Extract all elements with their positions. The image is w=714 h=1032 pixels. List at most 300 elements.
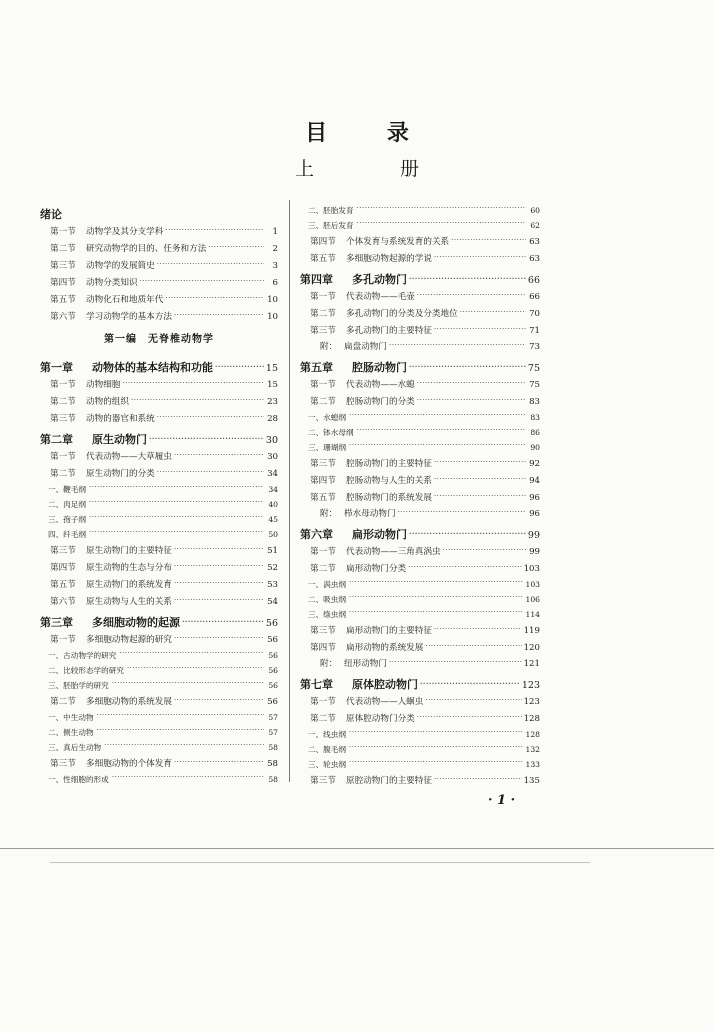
dot-leader (420, 680, 520, 688)
entry-number: 第二节 (310, 397, 336, 408)
entry-title: 纽形动物门 (344, 659, 387, 670)
entry-title: 四、纤毛纲 (48, 530, 86, 540)
dot-leader (89, 499, 264, 507)
dot-leader (182, 618, 264, 626)
dot-leader (112, 680, 264, 688)
part-heading: 第一编 无脊椎动物学 (104, 333, 214, 345)
entry-number: 第三节 (310, 326, 336, 337)
entry-title: 动物体的基本结构和功能 (92, 361, 213, 374)
page-ref: 128 (523, 714, 540, 725)
page-ref: 10 (267, 295, 278, 306)
entry-title: 原体腔动物门分类 (346, 714, 415, 725)
entry-title: 动物的组织 (86, 397, 129, 408)
entry-title: 二、腹毛纲 (308, 745, 346, 755)
column-divider (289, 200, 290, 782)
page-ref: 119 (523, 626, 540, 637)
dot-leader (434, 254, 526, 262)
volume-label: 上 册 (294, 158, 460, 180)
entry-title: 一、线虫纲 (308, 730, 346, 740)
dot-leader (215, 363, 264, 371)
page-ref: 56 (268, 651, 278, 661)
toc-appendix-entry[interactable] (300, 653, 540, 669)
toc-section-entry[interactable] (40, 390, 278, 407)
toc-sub-entry[interactable] (300, 604, 540, 619)
toc-sub-entry[interactable] (40, 675, 278, 690)
page-ref: 71 (529, 326, 540, 337)
entry-number: 第七章 (300, 678, 333, 691)
toc-section-entry[interactable] (40, 556, 278, 573)
entry-title: 一、中生动物 (48, 713, 94, 723)
page-ref: 66 (527, 274, 540, 286)
toc-chapter-entry[interactable] (40, 424, 278, 445)
dot-leader (97, 727, 264, 735)
toc-section-entry[interactable] (40, 590, 278, 607)
dot-leader (349, 442, 526, 450)
dot-leader (425, 643, 521, 651)
dot-leader (174, 563, 264, 571)
toc-chapter-entry[interactable] (300, 264, 540, 285)
dot-leader (349, 759, 524, 767)
entry-title: 二、吸虫纲 (308, 595, 346, 605)
page-ref: 52 (267, 563, 278, 574)
entry-number: 第三节 (50, 414, 76, 425)
entry-title: 动物的器官和系统 (86, 414, 155, 425)
entry-title: 多孔动物门的分类及分类地位 (346, 309, 458, 320)
page-ref: 2 (272, 244, 278, 255)
toc-section-entry[interactable] (300, 540, 540, 557)
toc-chapter-entry[interactable] (300, 519, 540, 540)
page-ref: 56 (268, 666, 278, 676)
dot-leader (119, 650, 264, 658)
dot-leader (97, 712, 264, 720)
page-ref: 135 (523, 776, 540, 787)
page-ref: 54 (267, 597, 278, 608)
dot-leader (357, 205, 526, 213)
toc-sub-entry[interactable] (40, 524, 278, 539)
page-ref: 62 (530, 221, 540, 231)
entry-number: 第三章 (40, 616, 73, 629)
toc-sub-entry[interactable] (40, 722, 278, 737)
dot-leader (89, 484, 264, 492)
toc-section-entry[interactable] (300, 619, 540, 636)
entry-title: 栉水母动物门 (344, 509, 396, 520)
toc-section-entry[interactable] (300, 469, 540, 486)
dot-leader (165, 295, 264, 303)
entry-title: 学习动物学的基本方法 (86, 312, 172, 323)
entry-number: 第二节 (310, 564, 336, 575)
entry-number: 第五节 (310, 254, 336, 265)
entry-number: 第一节 (310, 547, 336, 558)
page-ref: 60 (530, 206, 540, 216)
page-ref: 57 (268, 728, 278, 738)
dot-leader (174, 580, 264, 588)
toc-left-column (40, 200, 278, 784)
page-ref: 128 (525, 730, 540, 740)
dot-leader (174, 452, 264, 460)
entry-number: 第三节 (50, 261, 76, 272)
entry-title: 三、珊瑚纲 (308, 443, 346, 453)
toc-section-entry[interactable] (300, 769, 540, 786)
page-ref: 34 (268, 485, 278, 495)
dot-leader (434, 493, 526, 501)
page-ref: 15 (265, 362, 278, 374)
dot-leader (409, 275, 526, 283)
page-ref: 83 (529, 397, 540, 408)
dot-leader (157, 469, 264, 477)
dot-leader (460, 309, 526, 317)
entry-number: 第五节 (50, 580, 76, 591)
toc-section-entry[interactable] (300, 285, 540, 302)
dot-leader (349, 579, 524, 587)
entry-title: 一、水螅纲 (308, 413, 346, 423)
dot-leader (409, 530, 526, 538)
toc-section-entry[interactable] (300, 302, 540, 319)
dot-leader (349, 609, 524, 617)
page-ref: 90 (530, 443, 540, 453)
toc-section-entry[interactable] (300, 690, 540, 707)
page-ref: 40 (268, 500, 278, 510)
page-ref: 114 (525, 610, 540, 620)
page-title: 目 录 (305, 120, 435, 146)
entry-number: 第二节 (50, 469, 76, 480)
entry-title: 动物学及其分支学科 (86, 227, 164, 238)
page-ref: 103 (525, 580, 540, 590)
toc-sub-entry[interactable] (300, 215, 540, 230)
entry-title: 三、轮虫纲 (308, 760, 346, 770)
toc-sub-entry[interactable] (40, 660, 278, 675)
toc-section-entry[interactable] (40, 539, 278, 556)
dot-leader (89, 529, 264, 537)
page-ref: 23 (267, 397, 278, 408)
dot-leader (417, 380, 526, 388)
entry-title: 三、胚后发育 (308, 221, 354, 231)
dot-leader (434, 326, 526, 334)
entry-number: 第一节 (50, 635, 76, 646)
page-ref: 106 (525, 595, 540, 605)
page-ref: 96 (529, 509, 540, 520)
toc-appendix-entry[interactable] (300, 336, 540, 352)
toc-sub-entry[interactable] (300, 422, 540, 437)
toc-chapter-entry[interactable] (40, 352, 278, 373)
entry-number: 第一节 (310, 697, 336, 708)
page-ref: 75 (527, 362, 540, 374)
entry-number: 第三节 (310, 626, 336, 637)
page-ref: 63 (529, 237, 540, 248)
dot-leader (434, 476, 526, 484)
entry-number: 第四节 (310, 643, 336, 654)
dot-leader (349, 594, 524, 602)
entry-title: 二、侧生动物 (48, 728, 94, 738)
dot-leader (425, 697, 521, 705)
dot-leader (389, 659, 522, 667)
entry-title: 三、真后生动物 (48, 743, 102, 753)
page-ref: 66 (529, 292, 540, 303)
entry-number: 附： (320, 342, 338, 353)
page-ref: 6 (272, 278, 278, 289)
toc-section-entry[interactable] (40, 237, 278, 254)
toc-chapter-entry[interactable] (300, 352, 540, 373)
page-ref: 15 (267, 380, 278, 391)
dot-leader (122, 380, 264, 388)
toc-section-entry[interactable] (300, 557, 540, 574)
entry-title: 多细胞动物的系统发展 (86, 697, 172, 708)
entry-title: 代表动物——人蛔虫 (346, 697, 424, 708)
entry-number: 第四节 (50, 563, 76, 574)
entry-title: 扁形动物门分类 (346, 564, 407, 575)
entry-title: 腔肠动物门的系统发展 (346, 493, 432, 504)
page-ref: 123 (521, 679, 540, 691)
entry-title: 原生动物的生态与分布 (86, 563, 172, 574)
toc-section-entry[interactable] (300, 319, 540, 336)
toc-sub-entry[interactable] (300, 437, 540, 452)
entry-title: 二、比较形态学的研究 (48, 666, 124, 676)
page-ref: 57 (268, 713, 278, 723)
toc-sub-entry[interactable] (300, 574, 540, 589)
entry-title: 动物学的发展简史 (86, 261, 155, 272)
toc-section-entry[interactable] (300, 373, 540, 390)
entry-number: 第二节 (310, 309, 336, 320)
dot-leader (417, 397, 526, 405)
bottom-rule (0, 848, 714, 849)
page-ref: 30 (267, 452, 278, 463)
dot-leader (417, 292, 526, 300)
toc-section-entry[interactable] (40, 462, 278, 479)
dot-leader (174, 312, 264, 320)
entry-number: 第六章 (300, 528, 333, 541)
bottom-rule-faint (50, 862, 590, 863)
page-ref: 56 (268, 681, 278, 691)
toc-section-entry[interactable] (40, 690, 278, 707)
entry-number: 第四节 (310, 476, 336, 487)
toc-sub-entry[interactable] (40, 645, 278, 660)
entry-number: 第一章 (40, 361, 73, 374)
toc-sub-entry[interactable] (300, 407, 540, 422)
dot-leader (357, 220, 526, 228)
dot-leader (349, 412, 526, 420)
toc-sub-entry[interactable] (300, 589, 540, 604)
entry-title: 多细胞动物的个体发育 (86, 759, 172, 770)
page-ref: 45 (268, 515, 278, 525)
dot-leader (165, 227, 264, 235)
entry-number: 第五节 (50, 295, 76, 306)
page-ref: 96 (529, 493, 540, 504)
entry-number: 第六节 (50, 312, 76, 323)
entry-title: 原生动物门的主要特征 (86, 546, 172, 557)
toc-section-entry[interactable] (40, 752, 278, 769)
toc-chapter-entry[interactable] (300, 669, 540, 690)
dot-leader (104, 742, 264, 750)
entry-title: 一、性细胞的形成 (48, 775, 109, 785)
entry-title: 腔肠动物门的分类 (346, 397, 415, 408)
toc-appendix-entry[interactable] (300, 503, 540, 519)
entry-number: 附： (320, 509, 338, 520)
dot-leader (451, 237, 526, 245)
dot-leader (131, 397, 264, 405)
page-ref: 53 (267, 580, 278, 591)
dot-leader (408, 564, 521, 572)
dot-leader (417, 714, 522, 722)
page-ref: 123 (523, 697, 540, 708)
dot-leader (434, 626, 522, 634)
entry-title: 动物分类知识 (86, 278, 138, 289)
page-ref: 56 (267, 635, 278, 646)
dot-leader (357, 427, 526, 435)
toc-section-entry[interactable] (300, 247, 540, 264)
toc-sub-entry[interactable] (300, 754, 540, 769)
entry-title: 原体腔动物门 (352, 678, 418, 691)
page-ref: 28 (267, 414, 278, 425)
page-ref: 103 (523, 564, 540, 575)
entry-title: 三、绦虫纲 (308, 610, 346, 620)
toc-section-entry[interactable] (40, 373, 278, 390)
entry-title: 扁形动物的系统发展 (346, 643, 424, 654)
entry-title: 三、孢子纲 (48, 515, 86, 525)
dot-leader (443, 547, 526, 555)
toc-section-entry[interactable] (40, 288, 278, 305)
page-ref: 92 (529, 459, 540, 470)
entry-title: 扁盘动物门 (344, 342, 387, 353)
entry-number: 附： (320, 659, 338, 670)
entry-number: 第六节 (50, 597, 76, 608)
page-ref: 58 (268, 775, 278, 785)
entry-number: 第一节 (310, 380, 336, 391)
dot-leader (434, 459, 526, 467)
entry-title: 扁形动物门 (352, 528, 407, 541)
toc-section-entry[interactable] (300, 486, 540, 503)
entry-title: 代表动物——三角真涡虫 (346, 547, 441, 558)
toc-section-entry[interactable] (40, 254, 278, 271)
page-ref: 10 (267, 312, 278, 323)
toc-sub-entry[interactable] (40, 494, 278, 509)
dot-leader (174, 635, 264, 643)
toc-sub-entry[interactable] (300, 739, 540, 754)
entry-number: 第三节 (310, 459, 336, 470)
dot-leader (409, 363, 526, 371)
entry-title: 代表动物——毛壶 (346, 292, 415, 303)
toc-section-entry[interactable] (40, 271, 278, 288)
entry-number: 第三节 (50, 759, 76, 770)
page-ref: 51 (267, 546, 278, 557)
entry-number: 第三节 (50, 546, 76, 557)
dot-leader (157, 414, 264, 422)
page-ref: 58 (267, 759, 278, 770)
entry-title: 扁形动物门的主要特征 (346, 626, 432, 637)
toc-section-entry[interactable] (40, 305, 278, 322)
page-ref: 30 (265, 434, 278, 446)
entry-title: 原生动物门的系统发育 (86, 580, 172, 591)
entry-title: 原生动物门 (92, 433, 147, 446)
toc-sub-entry[interactable] (40, 769, 278, 784)
page-ref: 86 (530, 428, 540, 438)
entry-title: 一、涡虫纲 (308, 580, 346, 590)
toc-section-entry[interactable] (40, 628, 278, 645)
entry-title: 一、古动物学的研究 (48, 651, 117, 661)
toc-sub-entry[interactable] (300, 724, 540, 739)
toc-section-entry[interactable] (300, 452, 540, 469)
entry-number: 第三节 (310, 776, 336, 787)
toc-section-entry[interactable] (300, 636, 540, 653)
entry-number: 第四节 (50, 278, 76, 289)
dot-leader (157, 261, 264, 269)
entry-title: 原腔动物门的主要特征 (346, 776, 432, 787)
entry-title: 研究动物学的目的、任务和方法 (86, 244, 207, 255)
dot-leader (349, 744, 524, 752)
toc-chapter-entry[interactable] (40, 607, 278, 628)
toc-sub-entry[interactable] (300, 200, 540, 215)
toc-sub-entry[interactable] (40, 737, 278, 752)
page-ref: 56 (267, 697, 278, 708)
dot-leader (389, 342, 526, 350)
toc-sub-entry[interactable] (40, 479, 278, 494)
page-number: · 1 · (488, 793, 516, 808)
dot-leader (89, 514, 264, 522)
toc-section-entry[interactable] (300, 707, 540, 724)
entry-title: 动物细胞 (86, 380, 121, 391)
entry-number: 第二节 (50, 244, 76, 255)
entry-number: 第一节 (50, 380, 76, 391)
toc-section-entry[interactable] (40, 220, 278, 237)
dot-leader (349, 729, 524, 737)
entry-title: 多孔动物门 (352, 273, 407, 286)
dot-leader (398, 509, 526, 517)
dot-leader (434, 776, 522, 784)
toc-sub-entry[interactable] (40, 509, 278, 524)
entry-title: 一、鞭毛纲 (48, 485, 86, 495)
entry-title: 代表动物——大草履虫 (86, 452, 172, 463)
page-ref: 75 (529, 380, 540, 391)
page-ref: 34 (267, 469, 278, 480)
entry-number: 第一节 (50, 452, 76, 463)
page-ref: 83 (530, 413, 540, 423)
page-ref: 133 (525, 760, 540, 770)
toc-intro-entry[interactable] (40, 200, 278, 220)
toc-sub-entry[interactable] (40, 707, 278, 722)
page-ref: 1 (272, 227, 278, 238)
entry-title: 个体发育与系统发育的关系 (346, 237, 450, 248)
page-ref: 50 (268, 530, 278, 540)
toc-section-entry[interactable] (40, 407, 278, 424)
entry-title: 多孔动物门的主要特征 (346, 326, 432, 337)
dot-leader (174, 597, 264, 605)
entry-title: 二、胚胎发育 (308, 206, 354, 216)
entry-title: 原生动物与人生的关系 (86, 597, 172, 608)
page-ref: 94 (529, 476, 540, 487)
dot-leader (127, 665, 264, 673)
entry-title: 三、胚胎学的研究 (48, 681, 109, 691)
dot-leader (174, 697, 264, 705)
page-ref: 63 (529, 254, 540, 265)
entry-number: 第五节 (310, 493, 336, 504)
entry-title: 腔肠动物门的主要特征 (346, 459, 432, 470)
toc-section-entry[interactable] (40, 445, 278, 462)
entry-title: 腔肠动物门 (352, 361, 407, 374)
dot-leader (174, 759, 264, 767)
toc-section-entry[interactable] (300, 390, 540, 407)
entry-number: 第一节 (310, 292, 336, 303)
entry-title: 腔肠动物与人生的关系 (346, 476, 432, 487)
page-ref: 56 (265, 617, 278, 629)
dot-leader (208, 244, 264, 252)
toc-section-entry[interactable] (300, 230, 540, 247)
entry-title: 多细胞动物起源的研究 (86, 635, 172, 646)
entry-title: 动物化石和地质年代 (86, 295, 164, 306)
page-ref: 120 (523, 643, 540, 654)
toc-section-entry[interactable] (40, 573, 278, 590)
entry-title: 二、钵水母纲 (308, 428, 354, 438)
page-ref: 73 (529, 342, 540, 353)
entry-number: 第四节 (310, 237, 336, 248)
dot-leader (112, 774, 264, 782)
